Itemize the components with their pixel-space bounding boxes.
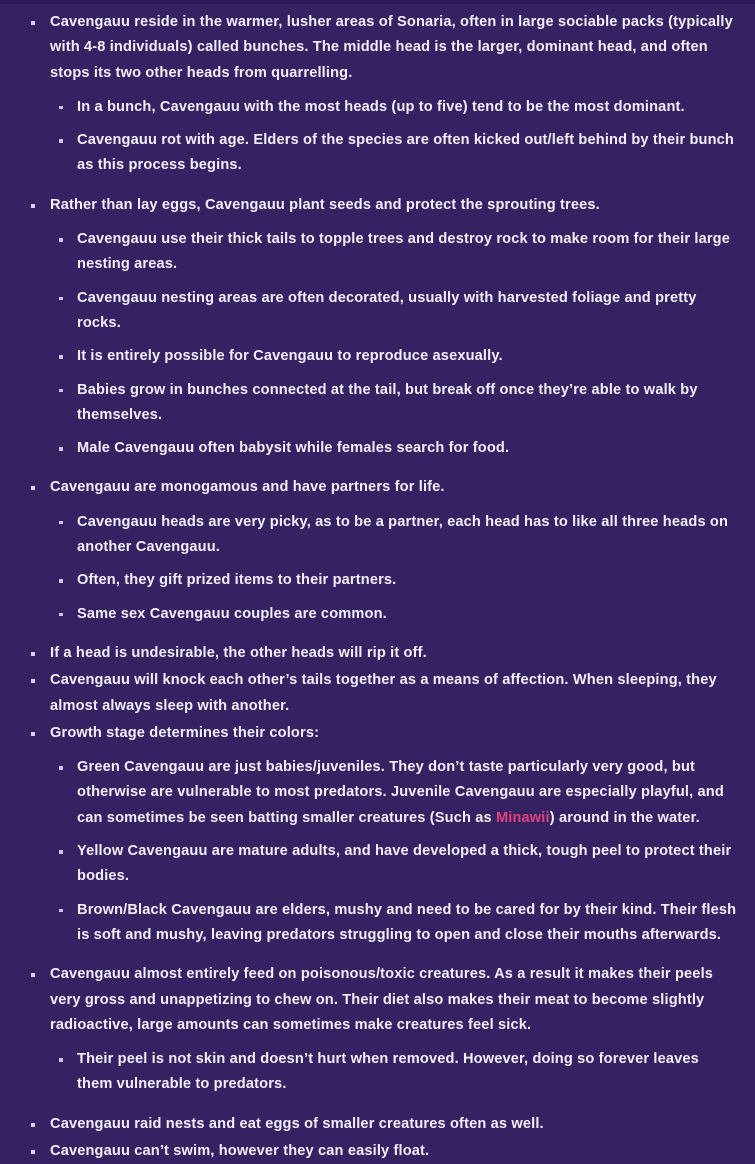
sublist-item: [50, 510, 737, 561]
bullet-marker-icon: [59, 850, 63, 854]
sublist-item-text: Male Cavengauu often babysit while females search for food.: [77, 440, 510, 457]
list-item-text: Growth stage determines their colors:: [50, 724, 320, 741]
bullet-marker-icon: [31, 204, 35, 208]
lore-bullet-list: [18, 10, 737, 1164]
list-item-reproduction: [18, 193, 737, 462]
sublist-diet: [50, 1047, 737, 1098]
list-item-growth-colors: [18, 721, 737, 948]
sublist-item-text: Their peel is not skin and doesn’t hurt when removed. However, doing so forever leaves them vulnerable to predators.: [77, 1051, 699, 1093]
sublist-habitat: [50, 95, 737, 179]
sublist-item-text: Cavengauu use their thick tails to topple trees and destroy rock to make room for their large nesting areas.: [77, 231, 730, 273]
sublist-item-yellow-stage: [50, 839, 737, 890]
bullet-marker-icon: [31, 1150, 35, 1154]
bullet-marker-icon: [31, 652, 35, 656]
green-stage-text-part1: Green Cavengauu are just babies/juveniles. They don’t taste particularly very good, but otherwise are vulnerable to most predators. Juvenile Cavengauu are especially playful, and can sometimes be seen batting smaller creatures (Such as: [77, 759, 724, 826]
bullet-marker-icon: [59, 106, 63, 110]
list-item-affection: [18, 668, 737, 719]
bullet-marker-icon: [59, 297, 63, 301]
list-item-text: Rather than lay eggs, Cavengauu plant seeds and protect the sprouting trees.: [50, 196, 600, 213]
sublist-monogamy: [50, 510, 737, 627]
bullet-marker-icon: [31, 21, 35, 25]
minawii-link[interactable]: Minawii: [495, 809, 550, 826]
sublist-item-green-stage: [50, 755, 737, 831]
bullet-marker-icon: [31, 486, 35, 490]
list-item-text: If a head is undesirable, the other heads will rip it off.: [50, 644, 427, 661]
bullet-marker-icon: [31, 973, 35, 977]
sublist-item: [50, 286, 737, 337]
sublist-item: [50, 378, 737, 429]
bullet-marker-icon: [59, 766, 63, 770]
sublist-item: [50, 344, 737, 369]
green-stage-text-part2: ) around in the water.: [549, 809, 700, 826]
list-item-monogamy: [18, 475, 737, 626]
sublist-item: [50, 436, 737, 461]
sublist-item-text: Cavengauu heads are very picky, as to be a partner, each head has to like all three heads on another Cavengauu.: [77, 513, 729, 556]
list-item-undesirable-head: [18, 641, 737, 666]
bullet-marker-icon: [31, 1123, 35, 1127]
yellow-stage-text: Yellow Cavengauu are mature adults, and have developed a thick, tough peel to protect their bodies.: [77, 843, 732, 885]
list-item-raid-nests: [18, 1112, 737, 1137]
sublist-item: [50, 128, 737, 179]
brown-stage-text: Brown/Black Cavengauu are elders, mushy and need to be cared for by their kind. Their flesh is soft and mushy, leaving predators struggling to open and close their mouths afterwards.: [77, 901, 737, 943]
bullet-marker-icon: [59, 389, 63, 393]
bullet-marker-icon: [59, 909, 63, 913]
bullet-marker-icon: [59, 613, 63, 617]
bullet-marker-icon: [31, 679, 35, 683]
list-item-text: Cavengauu will knock each other’s tails together as a means of affection. When sleeping, they almost always sleep with another.: [50, 672, 717, 714]
bullet-marker-icon: [59, 139, 63, 143]
sublist-reproduction: [50, 227, 737, 461]
sublist-item-text: Often, they gift prized items to their partners.: [77, 572, 397, 589]
bullet-marker-icon: [59, 579, 63, 583]
list-item-habitat: [18, 10, 737, 179]
list-item-text: Cavengauu are monogamous and have partners for life.: [50, 479, 445, 496]
bullet-marker-icon: [59, 521, 63, 525]
sublist-item: [50, 227, 737, 278]
list-item-text: Cavengauu reside in the warmer, lusher areas of Sonaria, often in large sociable packs (typically with 4-8 individuals) called bunches. The middle head is the larger, dominant head, and often stops its two other heads from quarrelling.: [50, 14, 733, 81]
sublist-item: [50, 568, 737, 593]
sublist-item: [50, 1047, 737, 1098]
sublist-item-text: It is entirely possible for Cavengauu to reproduce asexually.: [77, 348, 503, 365]
list-item-swimming: [18, 1139, 737, 1164]
list-item-diet: [18, 962, 737, 1097]
sublist-item-brown-stage: [50, 898, 737, 949]
sublist-item: [50, 602, 737, 627]
bullet-marker-icon: [59, 447, 63, 451]
bullet-marker-icon: [59, 238, 63, 242]
bullet-marker-icon: [31, 732, 35, 736]
bullet-marker-icon: [59, 1058, 63, 1062]
bullet-marker-icon: [59, 355, 63, 359]
list-item-text: Cavengauu raid nests and eat eggs of smaller creatures often as well.: [50, 1115, 544, 1132]
sublist-item-text: Same sex Cavengauu couples are common.: [77, 605, 387, 622]
list-item-text: Cavengauu can’t swim, however they can easily float.: [50, 1142, 430, 1159]
sublist-growth-colors: [50, 755, 737, 948]
article-body: [0, 4, 755, 1164]
list-item-text: Cavengauu almost entirely feed on poisonous/toxic creatures. As a result it makes their peels very gross and unappetizing to chew on. Their diet also makes their meat to become slightly radioactive, large amounts can sometimes make creatures feel sick.: [50, 966, 714, 1033]
sublist-item-text: Cavengauu rot with age. Elders of the species are often kicked out/left behind by their bunch as this process begins.: [77, 132, 735, 174]
sublist-item-text: In a bunch, Cavengauu with the most heads (up to five) tend to be the most dominant.: [77, 98, 685, 115]
sublist-item-text: Cavengauu nesting areas are often decorated, usually with harvested foliage and pretty rocks.: [77, 289, 697, 331]
sublist-item-text: Babies grow in bunches connected at the tail, but break off once they’re able to walk by themselves.: [77, 381, 698, 423]
sublist-item: [50, 95, 737, 120]
